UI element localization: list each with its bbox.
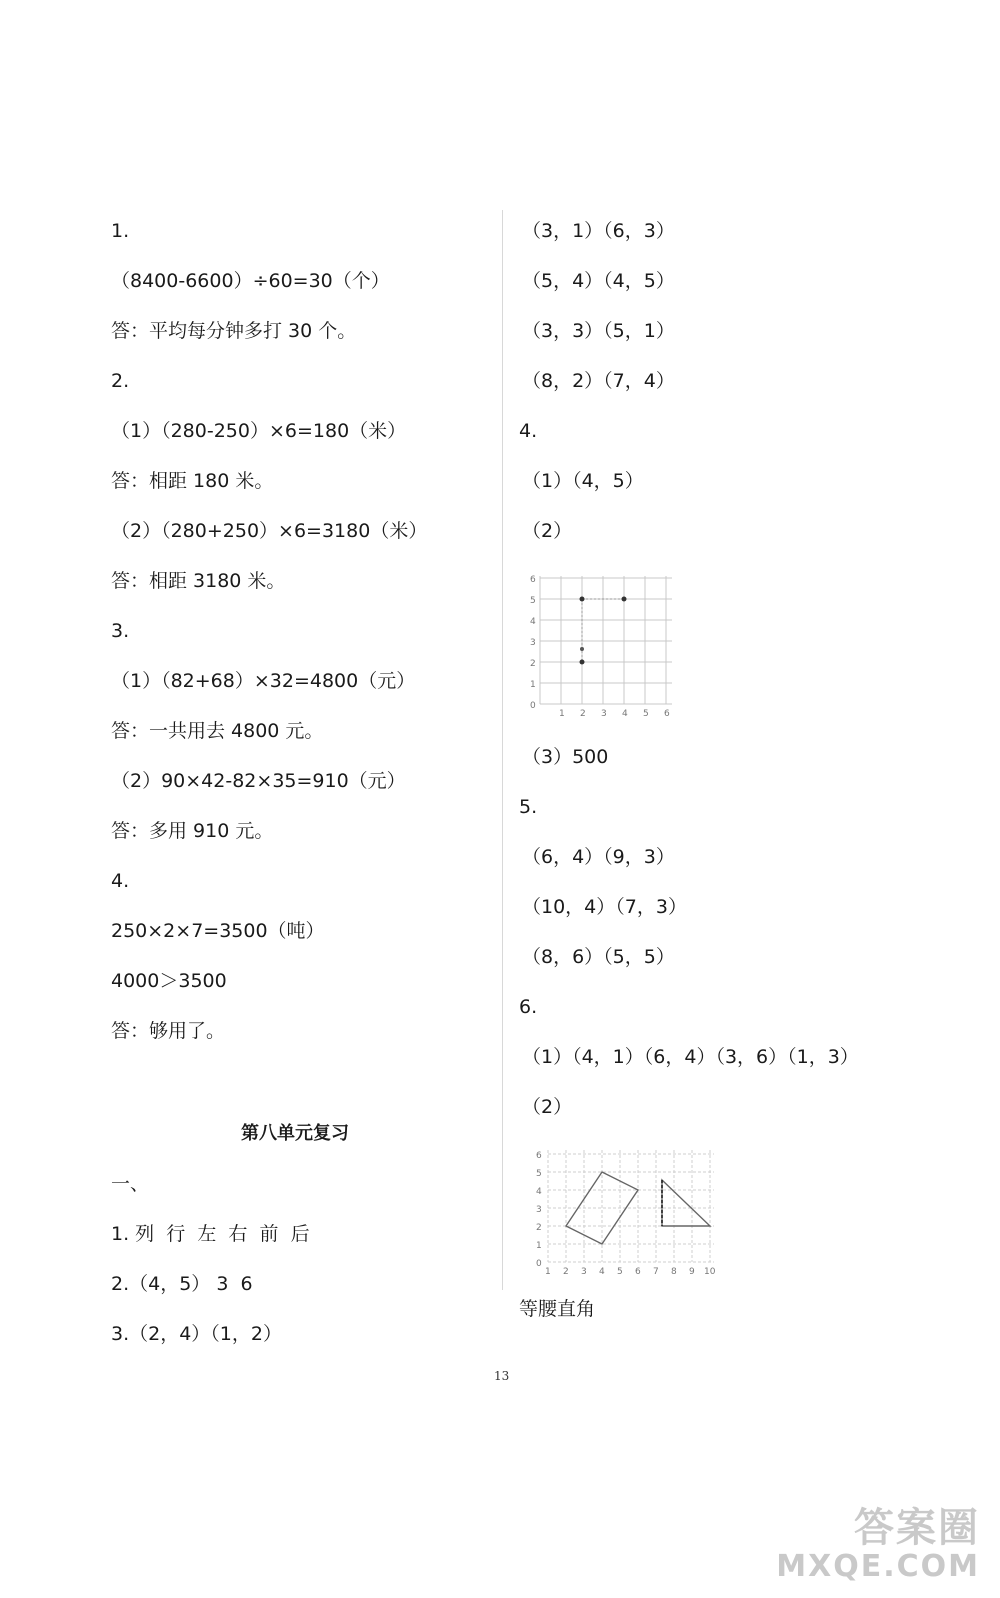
closing-answer: 等腰直角 xyxy=(519,1298,596,1320)
y-tick: 4 xyxy=(536,1187,542,1197)
answer-line: （2）（280+250）×6=3180（米） xyxy=(111,520,428,542)
x-tick: 1 xyxy=(545,1267,551,1276)
y-tick: 5 xyxy=(530,596,536,606)
answer-line: （8，6）（5，5） xyxy=(522,946,675,968)
answer-line: 5. xyxy=(519,796,538,818)
point-marker xyxy=(580,597,585,602)
answer-line: 2.（4，5） 3 6 xyxy=(111,1273,253,1295)
answer-line: 答：多用 910 元。 xyxy=(111,820,274,842)
grid-svg xyxy=(530,1144,730,1276)
unit-heading: 第八单元复习 xyxy=(241,1123,349,1144)
answer-line: （10，4）（7，3） xyxy=(522,896,687,918)
watermark-bottom: MXQE.COM xyxy=(776,1549,980,1584)
y-tick: 3 xyxy=(536,1205,542,1215)
x-tick: 3 xyxy=(601,709,607,719)
answer-line: 答：相距 180 米。 xyxy=(111,470,274,492)
answer-line: 4. xyxy=(111,870,130,892)
answer-line: 3. xyxy=(111,620,130,642)
y-tick: 6 xyxy=(530,575,536,585)
y-tick: 5 xyxy=(536,1169,542,1179)
point-marker xyxy=(580,660,585,665)
y-tick: 3 xyxy=(530,638,536,648)
answer-line: （1）（4，5） xyxy=(522,470,644,492)
watermark-logo xyxy=(776,1506,980,1584)
answer-line: （2）90×42-82×35=910（元） xyxy=(111,770,406,792)
answer-line: 250×2×7=3500（吨） xyxy=(111,920,325,942)
answer-line: 答：相距 3180 米。 xyxy=(111,570,286,592)
grid-svg xyxy=(522,568,682,720)
y-tick: 2 xyxy=(530,659,536,669)
answer-line: （3）500 xyxy=(522,746,609,768)
answer-line: （5，4）（4，5） xyxy=(522,270,675,292)
answer-line: （2） xyxy=(522,1096,573,1118)
answer-line: 答：平均每分钟多打 30 个。 xyxy=(111,320,357,342)
x-tick: 2 xyxy=(563,1267,569,1276)
x-tick: 2 xyxy=(580,709,586,719)
y-tick: 1 xyxy=(530,680,536,690)
page-number: 13 xyxy=(494,1369,510,1383)
answer-line: （1）（280-250）×6=180（米） xyxy=(111,420,407,442)
x-tick: 6 xyxy=(635,1267,641,1276)
answer-line: 2. xyxy=(111,370,130,392)
x-tick: 8 xyxy=(671,1267,677,1276)
answer-line: （1）（4，1）（6，4）（3，6）（1，3） xyxy=(522,1046,859,1068)
answer-line: 6. xyxy=(519,996,538,1018)
answer-line: （8400-6600）÷60=30（个） xyxy=(111,270,390,292)
answer-line: （1）（82+68）×32=4800（元） xyxy=(111,670,416,692)
watermark-top: 答案圈 xyxy=(854,1505,980,1551)
point-marker xyxy=(580,647,584,651)
coordinate-grid-figure-2 xyxy=(530,1144,730,1276)
column-divider xyxy=(502,210,503,1290)
x-tick: 6 xyxy=(664,709,670,719)
answer-line: （3，1）（6，3） xyxy=(522,220,675,242)
x-tick: 5 xyxy=(617,1267,623,1276)
answer-line: 4. xyxy=(519,420,538,442)
y-tick: 0 xyxy=(530,701,536,711)
x-tick: 4 xyxy=(599,1267,605,1276)
y-tick: 0 xyxy=(536,1259,542,1269)
answer-line: 4000＞3500 xyxy=(111,970,227,992)
y-tick: 1 xyxy=(536,1241,542,1251)
answer-line: 答：够用了。 xyxy=(111,1020,226,1042)
point-marker xyxy=(622,597,627,602)
x-tick: 7 xyxy=(653,1267,659,1276)
y-tick: 6 xyxy=(536,1151,542,1161)
answer-line: 1. xyxy=(111,220,130,242)
x-tick: 1 xyxy=(559,709,565,719)
answer-line: （2） xyxy=(522,520,573,542)
answer-line: 一、 xyxy=(111,1173,150,1195)
answer-line: 3.（2，4）（1，2） xyxy=(111,1323,282,1345)
coordinate-grid-figure-1 xyxy=(522,568,682,720)
x-tick: 3 xyxy=(581,1267,587,1276)
y-tick: 2 xyxy=(536,1223,542,1233)
x-tick: 4 xyxy=(622,709,628,719)
y-tick: 4 xyxy=(530,617,536,627)
x-tick: 5 xyxy=(643,709,649,719)
answer-line: （8，2）（7，4） xyxy=(522,370,675,392)
answer-line: 1. 列 行 左 右 前 后 xyxy=(111,1223,310,1245)
answer-line: （6，4）（9，3） xyxy=(522,846,675,868)
answer-line: （3，3）（5，1） xyxy=(522,320,675,342)
x-tick: 10 xyxy=(704,1267,716,1276)
triangle-shape xyxy=(662,1180,710,1226)
answer-line: 答：一共用去 4800 元。 xyxy=(111,720,324,742)
x-tick: 9 xyxy=(689,1267,695,1276)
